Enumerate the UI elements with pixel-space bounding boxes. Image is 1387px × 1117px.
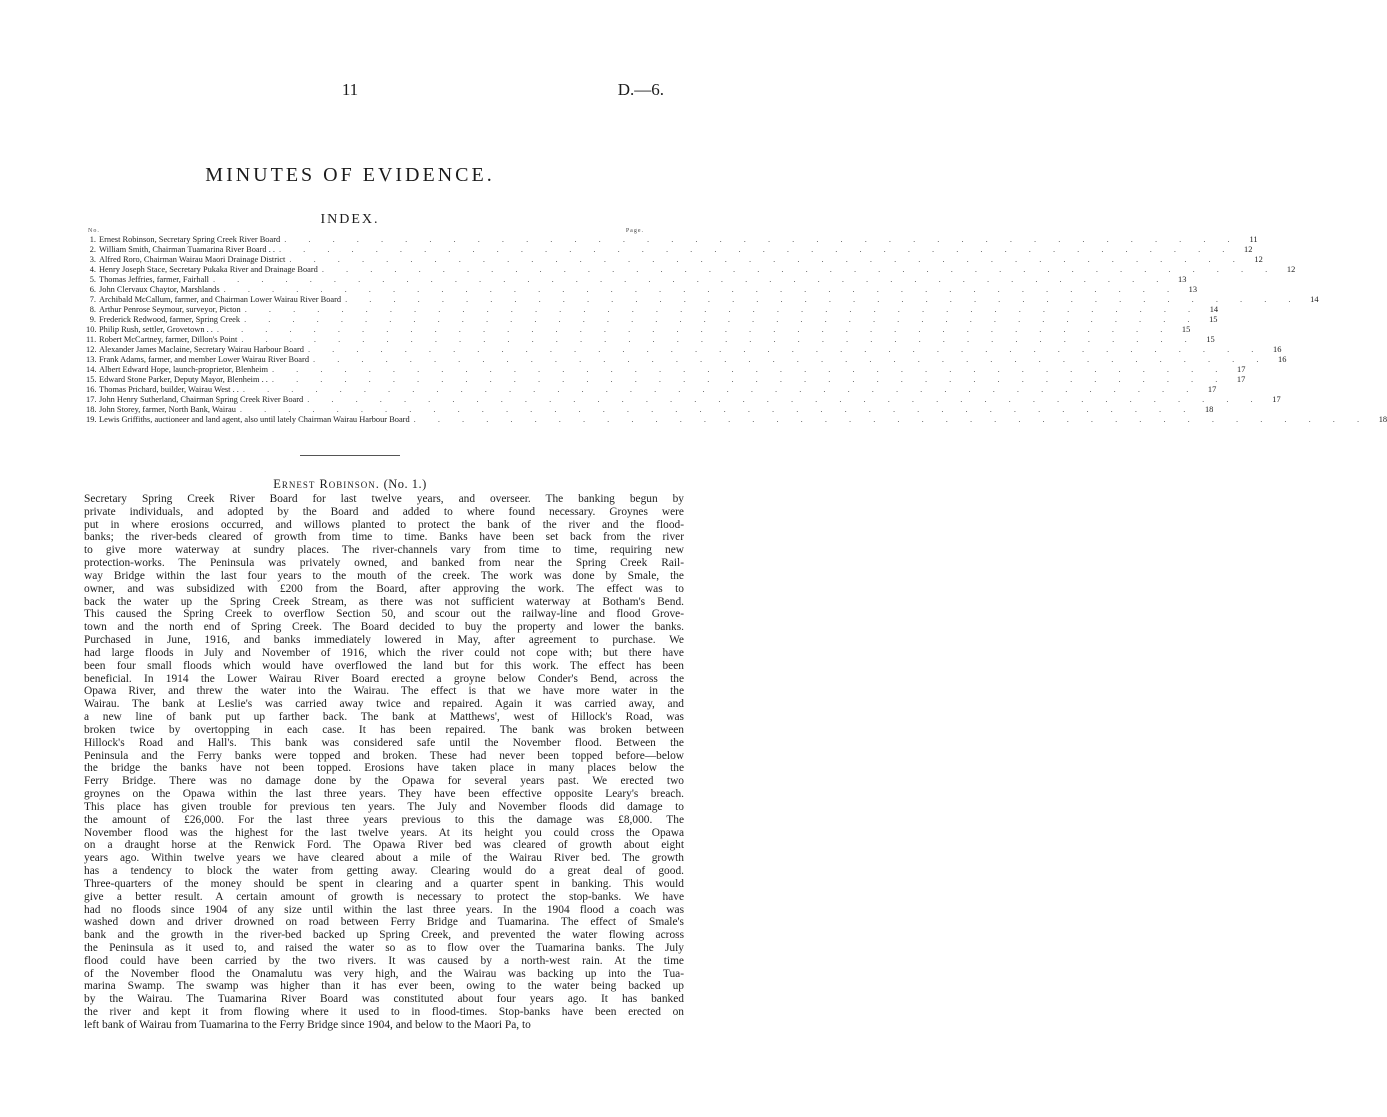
- index-entry-page: 13: [1188, 285, 1198, 294]
- index-entry-name: Robert McCartney, farmer, Dillon's Point: [99, 335, 238, 344]
- text-line: put in where erosions occurred, and willows planted to protect the bank of the river and the flood-: [84, 518, 684, 531]
- document-reference: D.—6.: [617, 80, 664, 99]
- index-entry-number: 5.: [89, 275, 96, 284]
- index-entry-number: 18.: [86, 405, 97, 414]
- index-column-page: Page.: [625, 228, 644, 234]
- index-entry-name: Lewis Griffiths, auctioneer and land agent, also until lately Chairman Wairau Harbour Board: [99, 415, 410, 424]
- text-line: town and the north end of Spring Creek. The Board decided to buy the property and lower the banks.: [84, 621, 684, 634]
- evidence-text: [84, 493, 684, 1032]
- index-entry-leader: . . . . . . . . . . . . . . . . . . . . . . . . . . . . . . . . . . . . . . . .: [307, 345, 1264, 354]
- text-line: private individuals, and adopted by the Board and added to where found necessary. Groynes were: [84, 505, 684, 518]
- index-entry-number: 12.: [86, 345, 97, 354]
- index-entry-leader: . . . . . . . . . . . . . . . . . . . . . . . . . . . . . . . . . . . . . . . .: [239, 405, 1196, 414]
- text-line: by the Wairau. The Tuamarina River Board was constituted about four years ago. It has banked: [84, 993, 684, 1006]
- index-entry: [86, 255, 1263, 265]
- index-entry-number: 6.: [89, 285, 96, 294]
- index-entry-number: 15.: [86, 375, 97, 384]
- text-line: washed down and driver drowned on road between Ferry Bridge and Tuamarina. The effect of Smale's: [84, 916, 684, 929]
- index-entry-page: 12: [1254, 255, 1263, 264]
- index-entry-number: 13.: [86, 355, 97, 364]
- page-number: 11: [341, 80, 359, 99]
- text-line: flood could have been carried by the two rivers. It was caused by a north-west rain. At the time: [84, 954, 684, 967]
- index-entry-page: 15: [1206, 335, 1215, 344]
- index-entry-page: 12: [1244, 245, 1253, 254]
- text-line: This caused the Spring Creek to overflow Section 50, and scour out the railway-line and flood Grove-: [84, 608, 684, 621]
- text-line: been four small floods which would have overflowed the land but for this work. The effect has been: [84, 659, 684, 672]
- text-line: Purchased in June, 1916, and banks immediately lowered in May, after agreement to purchase. We: [84, 634, 684, 647]
- index-entry-number: 14.: [86, 365, 97, 374]
- text-line: bank and the growth in the river-bed backed up Spring Creek, and prevented the water flowing across: [84, 929, 684, 942]
- index-entry-page: 11: [1249, 235, 1258, 244]
- index-entry-name: John Clervaux Chaytor, Marshlands: [99, 285, 220, 294]
- text-line: years ago. Within twelve years we have cleared about a mile of the Wairau River bed. The growth: [84, 852, 684, 865]
- index-entry-page: 14: [1209, 305, 1219, 314]
- text-line: has a tendency to block the water from getting away. Clearing would do a great deal of good.: [84, 865, 684, 878]
- index-entry-page: 17: [1237, 365, 1246, 374]
- index-entry-name: William Smith, Chairman Tuamarina River Board . .: [99, 245, 275, 254]
- index-entry-number: 11.: [86, 335, 97, 344]
- index-entry-name: Edward Stone Parker, Deputy Mayor, Blenheim . .: [99, 375, 268, 384]
- index-entry-leader: . . . . . . . . . . . . . . . . . . . . . . . . . . . . . . . . . . . . . . . .: [212, 275, 1169, 284]
- index-entry-name: Frank Adams, farmer, and member Lower Wairau River Board: [99, 355, 310, 364]
- index-entry-name: John Storey, farmer, North Bank, Wairau: [99, 405, 236, 414]
- index-entry-name: Philip Rush, settler, Grovetown . .: [99, 325, 213, 334]
- index-entry: [86, 325, 1191, 335]
- index-column-no: No.: [88, 228, 100, 234]
- index-entry-leader: . . . . . . . . . . . . . . . . . . . . . . . . . . . . . . . . . . . . . . . .: [345, 295, 1301, 304]
- index-entry-name: Thomas Prichard, builder, Wairau West . .: [99, 385, 239, 394]
- index-entry-number: 3.: [89, 255, 96, 264]
- page-title: MINUTES OF EVIDENCE.: [205, 164, 495, 186]
- index-entry-leader: . . . . . . . . . . . . . . . . . . . . . . . . . . . . . . . . . . . . . . . .: [244, 305, 1201, 314]
- text-line: the Peninsula as it used to, and raised the water so as to flow over the Tuamarina banks. The July: [84, 941, 684, 954]
- index-entry: [86, 405, 1214, 415]
- text-line: the bridge the banks have not been topped. Erosions have taken place in many places below the: [84, 762, 684, 775]
- text-line: Three-quarters of the money should be spent in clearing and a quarter spent in banking. This would: [84, 877, 684, 890]
- text-line: broken twice by overtopping in each case. It has been repaired. The bank was broken between: [84, 723, 684, 736]
- index-entry-name: Henry Joseph Stace, Secretary Pukaka River and Drainage Board: [99, 265, 318, 274]
- section-divider: [300, 455, 400, 456]
- text-line: groynes on the Opawa within the last three years. They have been effective opposite Leary's breach.: [84, 788, 684, 801]
- text-line: This place has given trouble for previous ten years. The July and November floods did damage to: [84, 800, 684, 813]
- index-entry-leader: . . . . . . . . . . . . . . . . . . . . . . . . . . . . . . . . . . . . . . . .: [242, 385, 1199, 394]
- text-line: Hillock's Road and Hall's. This bank was considered safe until the November flood. Between the: [84, 736, 684, 749]
- index-entry-page: 17: [1236, 375, 1246, 384]
- index-entry-page: 14: [1310, 295, 1319, 304]
- index-title: INDEX.: [320, 212, 380, 227]
- index-list: [86, 235, 1387, 425]
- index-entry: [86, 335, 1215, 345]
- index-entry: [86, 295, 1319, 305]
- index-entry-number: 10.: [86, 325, 97, 334]
- text-line: owner, and was subsidized with £200 from the Board, after approving the work. The effect was to: [84, 582, 684, 595]
- index-entry-leader: . . . . . . . . . . . . . . . . . . . . . . . . . . . . . . . . . . . . . . . .: [241, 335, 1197, 344]
- index-entry-leader: . . . . . . . . . . . . . . . . . . . . . . . . . . . . . . . . . . . . . . . .: [289, 255, 1245, 264]
- index-entry-page: 18: [1204, 405, 1214, 414]
- index-entry: [86, 355, 1287, 365]
- text-line: protection-works. The Peninsula was privately owned, and banked from near the Spring Creek Rail-: [84, 557, 684, 570]
- index-entry-name: Alfred Roro, Chairman Wairau Maori Drainage District: [99, 255, 286, 264]
- text-line: Wairau. The bank at Leslie's was carried away twice and repaired. Again it was carried away, and: [84, 698, 684, 711]
- index-entry: [86, 395, 1281, 405]
- index-entry: [86, 275, 1187, 285]
- index-entry-leader: . . . . . . . . . . . . . . . . . . . . . . . . . . . . . . . . . . . . . . . .: [313, 355, 1269, 364]
- index-entry-page: 17: [1272, 395, 1281, 404]
- text-line: November flood was the highest for the last twelve years. At its height you could cross the Opawa: [84, 826, 684, 839]
- index-entry-number: 9.: [89, 315, 96, 324]
- index-entry-page: 18: [1378, 415, 1387, 424]
- text-line: on a draught horse at the Renwick Ford. The Opawa River bed was cleared of growth about eight: [84, 839, 684, 852]
- index-entry-page: 17: [1207, 385, 1217, 394]
- index-entry: [86, 245, 1253, 255]
- index-entry-number: 2.: [89, 245, 96, 254]
- index-entry-leader: . . . . . . . . . . . . . . . . . . . . . . . . . . . . . . . . . . . . . . . .: [271, 375, 1228, 384]
- index-entry-number: 1.: [89, 235, 96, 244]
- index-entry-leader: . . . . . . . . . . . . . . . . . . . . . . . . . . . . . . . . . . . . . . . .: [223, 285, 1180, 294]
- index-entry-page: 13: [1178, 275, 1187, 284]
- index-entry-name: Alexander James Maclaine, Secretary Wairau Harbour Board: [99, 345, 304, 354]
- index-entry-leader: . . . . . . . . . . . . . . . . . . . . . . . . . . . . . . . . . . . . . . . .: [216, 325, 1173, 334]
- index-entry: [86, 345, 1282, 355]
- index-entry-number: 17.: [86, 395, 97, 404]
- index-entry-leader: . . . . . . . . . . . . . . . . . . . . . . . . . . . . . . . . . . . . . . . .: [284, 235, 1240, 244]
- index-entry-page: 15: [1181, 325, 1191, 334]
- text-line: the river and kept it from flowing where it used to in flood-times. Stop-banks have been erected on: [84, 1006, 684, 1019]
- text-line: Opawa River, and threw the water into the Wairau. The effect is that we have more water in the: [84, 685, 684, 698]
- index-entry: [86, 265, 1296, 275]
- index-entry-name: Thomas Jeffries, farmer, Fairhall: [99, 275, 209, 284]
- index-entry-leader: . . . . . . . . . . . . . . . . . . . . . . . . . . . . . . . . . . . . . . . .: [271, 365, 1228, 374]
- text-line: a new line of bank put up farther back. The bank at Matthews', west of Hillock's Road, was: [84, 711, 684, 724]
- index-entry: [86, 365, 1246, 375]
- index-entry-page: 16: [1278, 355, 1287, 364]
- index-entry-leader: . . . . . . . . . . . . . . . . . . . . . . . . . . . . . . . . . . . . . . . .: [321, 265, 1278, 274]
- index-entry-number: 16.: [86, 385, 97, 394]
- index-entry-name: Frederick Redwood, farmer, Spring Creek: [99, 315, 241, 324]
- index-entry-name: Albert Edward Hope, launch-proprietor, Blenheim: [99, 365, 268, 374]
- index-entry-name: Ernest Robinson, Secretary Spring Creek River Board: [99, 235, 281, 244]
- text-line: way Bridge within the last four years to the mouth of the creek. The work was done by Smale, the: [84, 569, 684, 582]
- text-line: back the water up the Spring Creek Stream, as there was not sufficient waterway at Botham's Bend.: [84, 595, 684, 608]
- index-entry-name: John Henry Sutherland, Chairman Spring Creek River Board: [99, 395, 304, 404]
- index-entry: [86, 415, 1387, 425]
- index-entry-leader: . . . . . . . . . . . . . . . . . . . . . . . . . . . . . . . . . . . . . . . .: [278, 245, 1235, 254]
- index-entry-name: Archibald McCallum, farmer, and Chairman Lower Wairau River Board: [99, 295, 342, 304]
- index-entry-leader: . . . . . . . . . . . . . . . . . . . . . . . . . . . . . . . . . . . . . . . .: [307, 395, 1263, 404]
- index-entry: [86, 385, 1217, 395]
- index-entry-number: 7.: [89, 295, 96, 304]
- index-entry: [86, 305, 1219, 315]
- text-line: left bank of Wairau from Tuamarina to the Ferry Bridge since 1904, and below to the Maori Pa, to: [84, 1018, 531, 1031]
- text-line: Peninsula and the Ferry banks were topped and broken. These had never been topped before—below: [84, 749, 684, 762]
- index-entry: [86, 285, 1198, 295]
- index-entry-name: Arthur Penrose Seymour, surveyor, Picton: [99, 305, 241, 314]
- text-line: Secretary Spring Creek River Board for last twelve years, and overseer. The banking begun by: [84, 493, 684, 505]
- text-line: banks; the river-beds cleared of growth from time to time. Banks have been set back from the river: [84, 531, 684, 544]
- text-line: to give more waterway at sundry places. The river-channels vary from time to time, requiring new: [84, 544, 684, 557]
- index-entry-page: 12: [1286, 265, 1296, 274]
- index-entry: [86, 235, 1258, 245]
- text-line: of the November flood the Onamalutu was very high, and the Wairau was backing up into the Tua-: [84, 967, 684, 980]
- index-entry-number: 4.: [89, 265, 96, 274]
- index-entry-leader: . . . . . . . . . . . . . . . . . . . . . . . . . . . . . . . . . . . . . . . .: [244, 315, 1200, 324]
- text-line: give a better result. A certain amount of growth is necessary to protect the stop-banks. We have: [84, 890, 684, 903]
- witness-name: Ernest Robinson.: [273, 477, 380, 491]
- text-line: marina Swamp. The swamp was higher than it has ever been, owing to the water being backed up: [84, 980, 684, 993]
- witness-number: (No. 1.): [383, 477, 427, 491]
- section-heading: [0, 477, 700, 492]
- index-entry-number: 8.: [89, 305, 96, 314]
- text-line: had large floods in July and November of 1916, which the river could not cope with; but there have: [84, 646, 684, 659]
- index-entry: [86, 315, 1218, 325]
- text-line: beneficial. In 1914 the Lower Wairau River Board erected a groyne below Conder's Bend, across the: [84, 672, 684, 685]
- index-entry-page: 16: [1273, 345, 1282, 354]
- text-line: the amount of £26,000. For the last three years previous to this the damage was £8,000. The: [84, 813, 684, 826]
- index-entry: [86, 375, 1246, 385]
- text-line: Ferry Bridge. There was no damage done by the Opawa for several years past. We erected two: [84, 775, 684, 788]
- index-entry-page: 15: [1209, 315, 1218, 324]
- text-line: had no floods since 1904 of any size until within the last three years. In the 1904 flood a coach was: [84, 903, 684, 916]
- index-entry-number: 19.: [86, 415, 97, 424]
- index-entry-leader: . . . . . . . . . . . . . . . . . . . . . . . . . . . . . . . . . . . . . . . .: [413, 415, 1370, 424]
